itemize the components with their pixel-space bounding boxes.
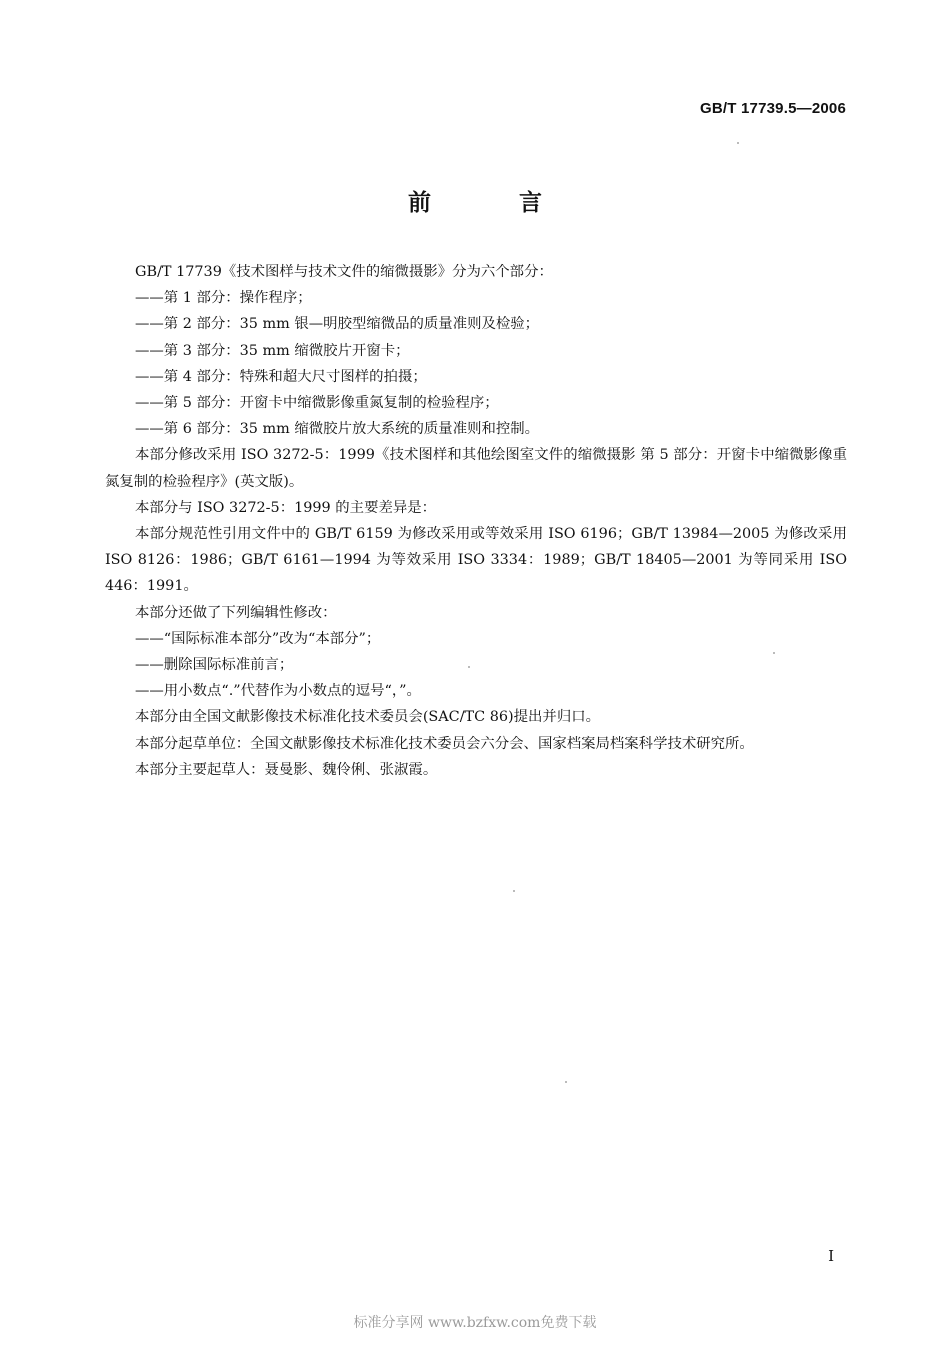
speck [565,1081,567,1083]
speck [773,652,775,654]
foreword-body [105,259,847,783]
list-item-edit-3: ——用小数点“.”代替作为小数点的逗号“，”。 [135,683,421,700]
speck [737,142,739,144]
paragraph-drafting-units: 本部分起草单位：全国文献影像技术标准化技术委员会六分会、国家档案局档案科学技术研究所。 [135,735,754,752]
list-item-part-6: ——第 6 部分：35 mm 缩微胶片放大系统的质量准则和控制。 [135,421,540,438]
list-item-part-5: ——第 5 部分：开窗卡中缩微影像重氮复制的检验程序； [135,395,499,412]
paragraph-intro: GB/T 17739《技术图样与技术文件的缩微摄影》分为六个部分： [135,264,553,280]
speck [513,890,515,892]
list-item-edit-2: ——删除国际标准前言； [135,657,294,674]
list-item-part-1: ——第 1 部分：操作程序； [135,290,312,307]
paragraph-differences-intro: 本部分与 ISO 3272-5：1999 的主要差异是： [135,499,437,516]
watermark: 标准分享网 www.bzfxw.com免费下载 [353,1315,597,1331]
list-item-edit-1: ——“国际标准本部分”改为“本部分”； [135,630,381,647]
list-item-part-3: ——第 3 部分：35 mm 缩微胶片开窗卡； [135,342,410,359]
speck [468,666,470,668]
paragraph-proposer: 本部分由全国文献影像技术标准化技术委员会(SAC/TC 86)提出并归口。 [135,709,600,726]
paragraph-differences: 本部分规范性引用文件中的 GB/T 6159 为修改采用或等效采用 ISO 6196；GB/T 13984—2005 为修改采用 ISO 8126：1986；GB/T 6161—1994 为等效采用 ISO 3334：1989；GB/T 18405—2001 为等同采用 ISO 446：1991。 [105,526,847,595]
page-title: 前 言 [407,190,582,216]
paragraph-edits-intro: 本部分还做了下列编辑性修改： [135,604,337,621]
list-item-part-4: ——第 4 部分：特殊和超大尺寸图样的拍摄； [135,368,427,385]
paragraph-drafters: 本部分主要起草人：聂曼影、魏伶俐、张淑霞。 [135,761,438,778]
list-item-part-2: ——第 2 部分：35 mm 银—明胶型缩微品的质量准则及检验； [135,316,540,333]
page-number: I [828,1247,834,1265]
paragraph-adoption: 本部分修改采用 ISO 3272-5：1999《技术图样和其他绘图室文件的缩微摄影 第 5 部分：开窗卡中缩微影像重氮复制的检验程序》(英文版)。 [105,447,847,490]
standard-number: GB/T 17739.5—2006 [700,100,846,117]
